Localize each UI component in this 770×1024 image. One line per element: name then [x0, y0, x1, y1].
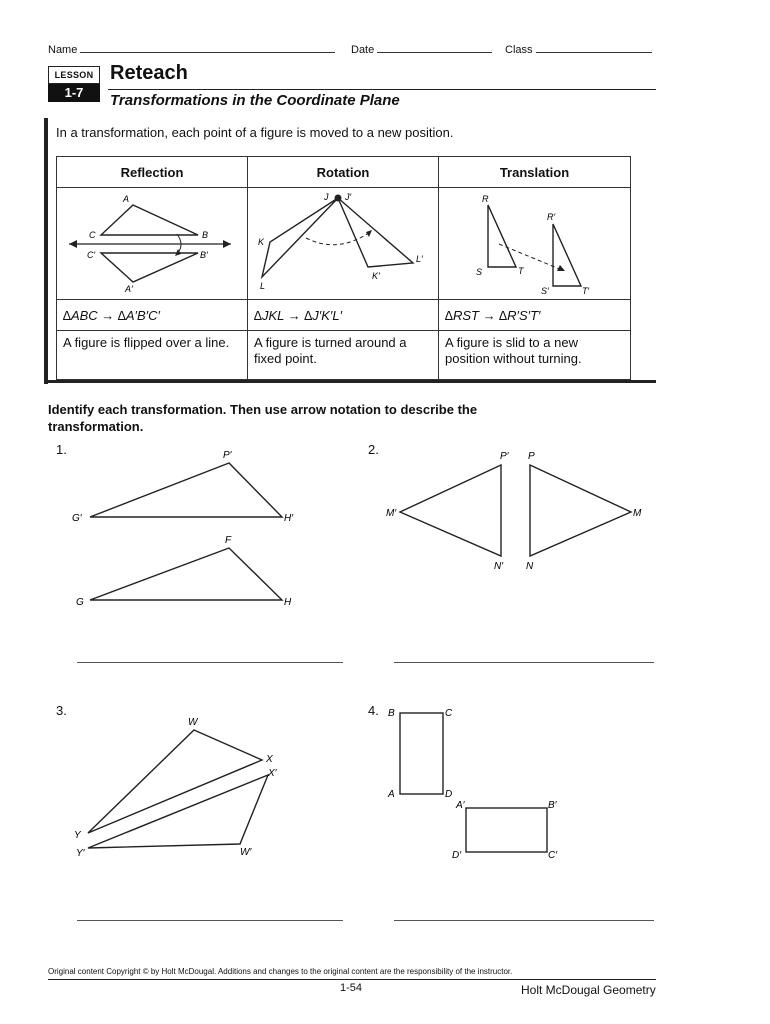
- name-field[interactable]: [48, 42, 335, 56]
- triangle-rst: [488, 205, 516, 267]
- triangle-mnp-prime: [400, 465, 501, 556]
- p4-label-a-prime: A′: [456, 800, 465, 811]
- reflection-diagram: [57, 188, 247, 296]
- label-k-prime: K′: [372, 271, 380, 281]
- p2-label-m: M: [633, 508, 642, 519]
- label-a: A: [123, 194, 130, 204]
- label-k: K: [258, 237, 265, 247]
- lesson-number: 1-7: [48, 84, 100, 102]
- problem-4-answer-line[interactable]: [394, 920, 654, 921]
- problem-2-number: 2.: [368, 442, 379, 457]
- footer-rule: [48, 979, 656, 980]
- problem-1-number: 1.: [56, 442, 67, 457]
- problem-1-figure: [60, 445, 320, 615]
- rectangle-abcd-prime: [466, 808, 547, 852]
- copyright-note: Original content Copyright © by Holt McDougal. Additions and changes to the original content are the responsibility of the instructor.: [48, 967, 513, 976]
- problem-2-figure: [380, 445, 660, 575]
- transformation-table: [56, 156, 631, 380]
- class-label: Class: [505, 44, 533, 56]
- heading-translation: Translation: [439, 157, 631, 188]
- intro-text: In a transformation, each point of a figure is moved to a new position.: [56, 125, 454, 140]
- name-label: Name: [48, 44, 78, 56]
- heading-rotation: Rotation: [248, 157, 439, 188]
- p4-label-a: A: [388, 789, 395, 800]
- p4-label-b: B: [388, 708, 395, 719]
- p3-label-x: X: [266, 754, 273, 765]
- label-b-prime: B′: [200, 250, 208, 260]
- problem-3-answer-line[interactable]: [77, 920, 343, 921]
- label-r: R: [482, 194, 489, 204]
- problem-3-figure: [60, 705, 300, 865]
- p3-label-w-prime: W′: [240, 847, 252, 858]
- p2-label-m-prime: M′: [386, 508, 397, 519]
- reflection-line-arrow-left: [69, 240, 77, 248]
- problem-4-number: 4.: [368, 703, 379, 718]
- label-c-prime: C′: [87, 250, 96, 260]
- translation-diagram: [439, 188, 630, 296]
- p1-label-h-prime: H′: [284, 513, 294, 524]
- box-left-bar: [44, 118, 48, 384]
- label-a-prime: A′: [125, 284, 133, 294]
- label-s-prime: S′: [541, 286, 549, 296]
- box-bottom-bar: [44, 380, 656, 383]
- p1-label-g-prime: G′: [72, 513, 82, 524]
- translation-notation: ∆RST → ∆R′S′T′: [439, 300, 631, 331]
- problem-3-number: 3.: [56, 703, 67, 718]
- name-blank[interactable]: [80, 42, 335, 53]
- p3-label-y: Y: [74, 830, 81, 841]
- label-j-prime: J′: [345, 192, 352, 202]
- page-title: Reteach: [110, 62, 188, 84]
- translation-description: A figure is slid to a new position without turning.: [439, 331, 631, 380]
- p1-label-p-prime: P′: [223, 450, 232, 461]
- triangle-fgh-prime: [90, 463, 282, 517]
- p3-label-w: W: [188, 717, 198, 728]
- instructions: Identify each transformation. Then use arrow notation to describe the transformation.: [48, 402, 478, 434]
- page-subtitle: Transformations in the Coordinate Plane: [110, 92, 400, 109]
- p1-label-g: G: [76, 597, 84, 608]
- label-t-prime: T′: [582, 286, 590, 296]
- rotation-figure: [248, 188, 439, 300]
- problem-2-answer-line[interactable]: [394, 662, 654, 663]
- page-number: 1-54: [340, 982, 363, 994]
- label-l-prime: L′: [416, 254, 423, 264]
- triangle-jkl-prime: [338, 198, 413, 267]
- date-blank[interactable]: [377, 42, 492, 53]
- date-label: Date: [351, 44, 375, 56]
- label-t: T: [518, 266, 524, 276]
- label-b: B: [202, 230, 209, 240]
- triangle-wxy: [88, 730, 262, 833]
- triangle-jkl: [262, 198, 338, 277]
- triangle-abc: [101, 205, 198, 235]
- p1-label-f: F: [225, 535, 232, 546]
- title-rule: [108, 89, 656, 90]
- problem-1-answer-line[interactable]: [77, 662, 343, 663]
- p1-label-h: H: [284, 597, 292, 608]
- rotation-description: A figure is turned around a fixed point.: [248, 331, 439, 380]
- triangle-abc-prime: [101, 253, 198, 282]
- p2-label-n: N: [526, 561, 534, 572]
- p4-label-d: D: [445, 789, 453, 800]
- p2-label-n-prime: N′: [494, 561, 504, 572]
- p2-label-p-prime: P′: [500, 451, 509, 462]
- rotation-center: [335, 195, 342, 202]
- triangle-rst-prime: [553, 224, 581, 286]
- class-blank[interactable]: [536, 42, 652, 53]
- p4-label-d-prime: D′: [452, 850, 462, 861]
- rectangle-abcd: [400, 713, 443, 794]
- p4-label-c: C: [445, 708, 453, 719]
- rotation-arc: [306, 232, 370, 245]
- label-l: L: [260, 281, 266, 291]
- reflection-line-arrow-right: [223, 240, 231, 248]
- p4-label-c-prime: C′: [548, 850, 558, 861]
- triangle-fgh: [90, 548, 282, 600]
- date-field[interactable]: [351, 42, 492, 56]
- label-r-prime: R′: [547, 212, 556, 222]
- problem-4-figure: [380, 700, 580, 870]
- label-j: J: [324, 192, 329, 202]
- translation-figure: [439, 188, 631, 300]
- triangle-wxy-prime: [88, 775, 268, 848]
- heading-reflection: Reflection: [57, 157, 248, 188]
- rotation-notation: ∆JKL → ∆J′K′L′: [248, 300, 439, 331]
- book-title: Holt McDougal Geometry: [521, 983, 656, 997]
- p3-label-y-prime: Y′: [76, 848, 85, 859]
- p4-label-b-prime: B′: [548, 800, 557, 811]
- label-c: C: [89, 230, 96, 240]
- reflection-description: A figure is flipped over a line.: [57, 331, 248, 380]
- triangle-mnp: [530, 465, 631, 556]
- p3-label-x-prime: X′: [268, 768, 277, 779]
- class-field[interactable]: [505, 42, 652, 56]
- label-s: S: [476, 267, 483, 277]
- lesson-badge: LESSON: [48, 66, 100, 84]
- p2-label-p: P: [528, 451, 535, 462]
- reflection-figure: [57, 188, 248, 300]
- rotation-diagram: [248, 188, 438, 296]
- reflection-notation: ∆ABC → ∆A′B′C′: [57, 300, 248, 331]
